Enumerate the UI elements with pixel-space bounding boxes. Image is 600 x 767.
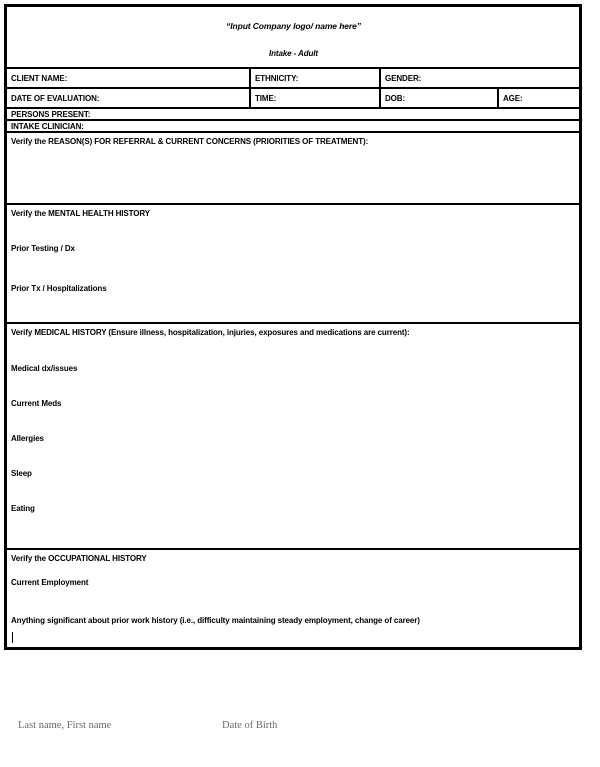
company-logo-placeholder: “Input Company logo/ name here”	[226, 21, 361, 31]
footer-name-label: Last name, First name	[18, 720, 112, 731]
current-employment-label: Current Employment	[11, 578, 89, 587]
medical-history-heading: Verify MEDICAL HISTORY (Ensure illness, hospitalization, injuries, exposures and medications are current):	[11, 328, 410, 337]
medical-history-section[interactable]	[7, 324, 579, 548]
date-of-evaluation-field[interactable]: DATE OF EVALUATION:	[7, 89, 251, 107]
gender-field[interactable]: GENDER:	[385, 73, 422, 83]
prior-tx-label: Prior Tx / Hospitalizations	[11, 284, 107, 293]
medical-history-section-row	[7, 324, 579, 550]
medical-dx-label: Medical dx/issues	[11, 364, 78, 373]
age-field[interactable]: AGE:	[503, 93, 523, 103]
eating-label: Eating	[11, 504, 35, 513]
intake-form-table-inner	[5, 5, 581, 649]
intake-form-table	[4, 4, 582, 650]
intake-clinician-field[interactable]: INTAKE CLINICIAN:	[11, 121, 84, 131]
allergies-label: Allergies	[11, 434, 44, 443]
referral-section-row	[7, 133, 579, 205]
referral-section[interactable]	[7, 133, 579, 203]
current-meds-label: Current Meds	[11, 399, 62, 408]
persons-present-field[interactable]: PERSONS PRESENT:	[11, 109, 91, 119]
form-title-block	[7, 7, 579, 67]
form-subtitle: Intake - Adult	[269, 49, 318, 58]
mental-health-section[interactable]	[7, 205, 579, 322]
footer-dob-label: Date of Birth	[222, 720, 278, 731]
time-field[interactable]: TIME:	[251, 89, 381, 107]
occupational-history-section[interactable]	[7, 550, 579, 647]
ethnicity-field[interactable]: ETHNICITY:	[251, 69, 381, 87]
intake-clinician-row	[7, 121, 579, 133]
persons-present-row	[7, 109, 579, 121]
prior-testing-label: Prior Testing / Dx	[11, 244, 75, 253]
form-title-row	[7, 7, 579, 69]
client-identification-row	[7, 69, 579, 89]
sleep-label: Sleep	[11, 469, 32, 478]
text-cursor-icon	[12, 632, 13, 643]
mental-health-section-row	[7, 205, 579, 324]
dob-field[interactable]: DOB:	[381, 89, 499, 107]
client-name-field[interactable]: CLIENT NAME:	[7, 69, 251, 87]
evaluation-details-row	[7, 89, 579, 109]
page-footer	[0, 720, 600, 740]
occupational-history-section-row	[7, 550, 579, 647]
prior-work-history-label: Anything significant about prior work history (i.e., difficulty maintaining steady employment, change of career)	[11, 616, 420, 625]
referral-heading: Verify the REASON(S) FOR REFERRAL & CURRENT CONCERNS (PRIORITIES OF TREATMENT):	[11, 137, 369, 146]
mental-health-heading: Verify the MENTAL HEALTH HISTORY	[11, 209, 151, 218]
occupational-history-heading: Verify the OCCUPATIONAL HISTORY	[11, 554, 147, 563]
